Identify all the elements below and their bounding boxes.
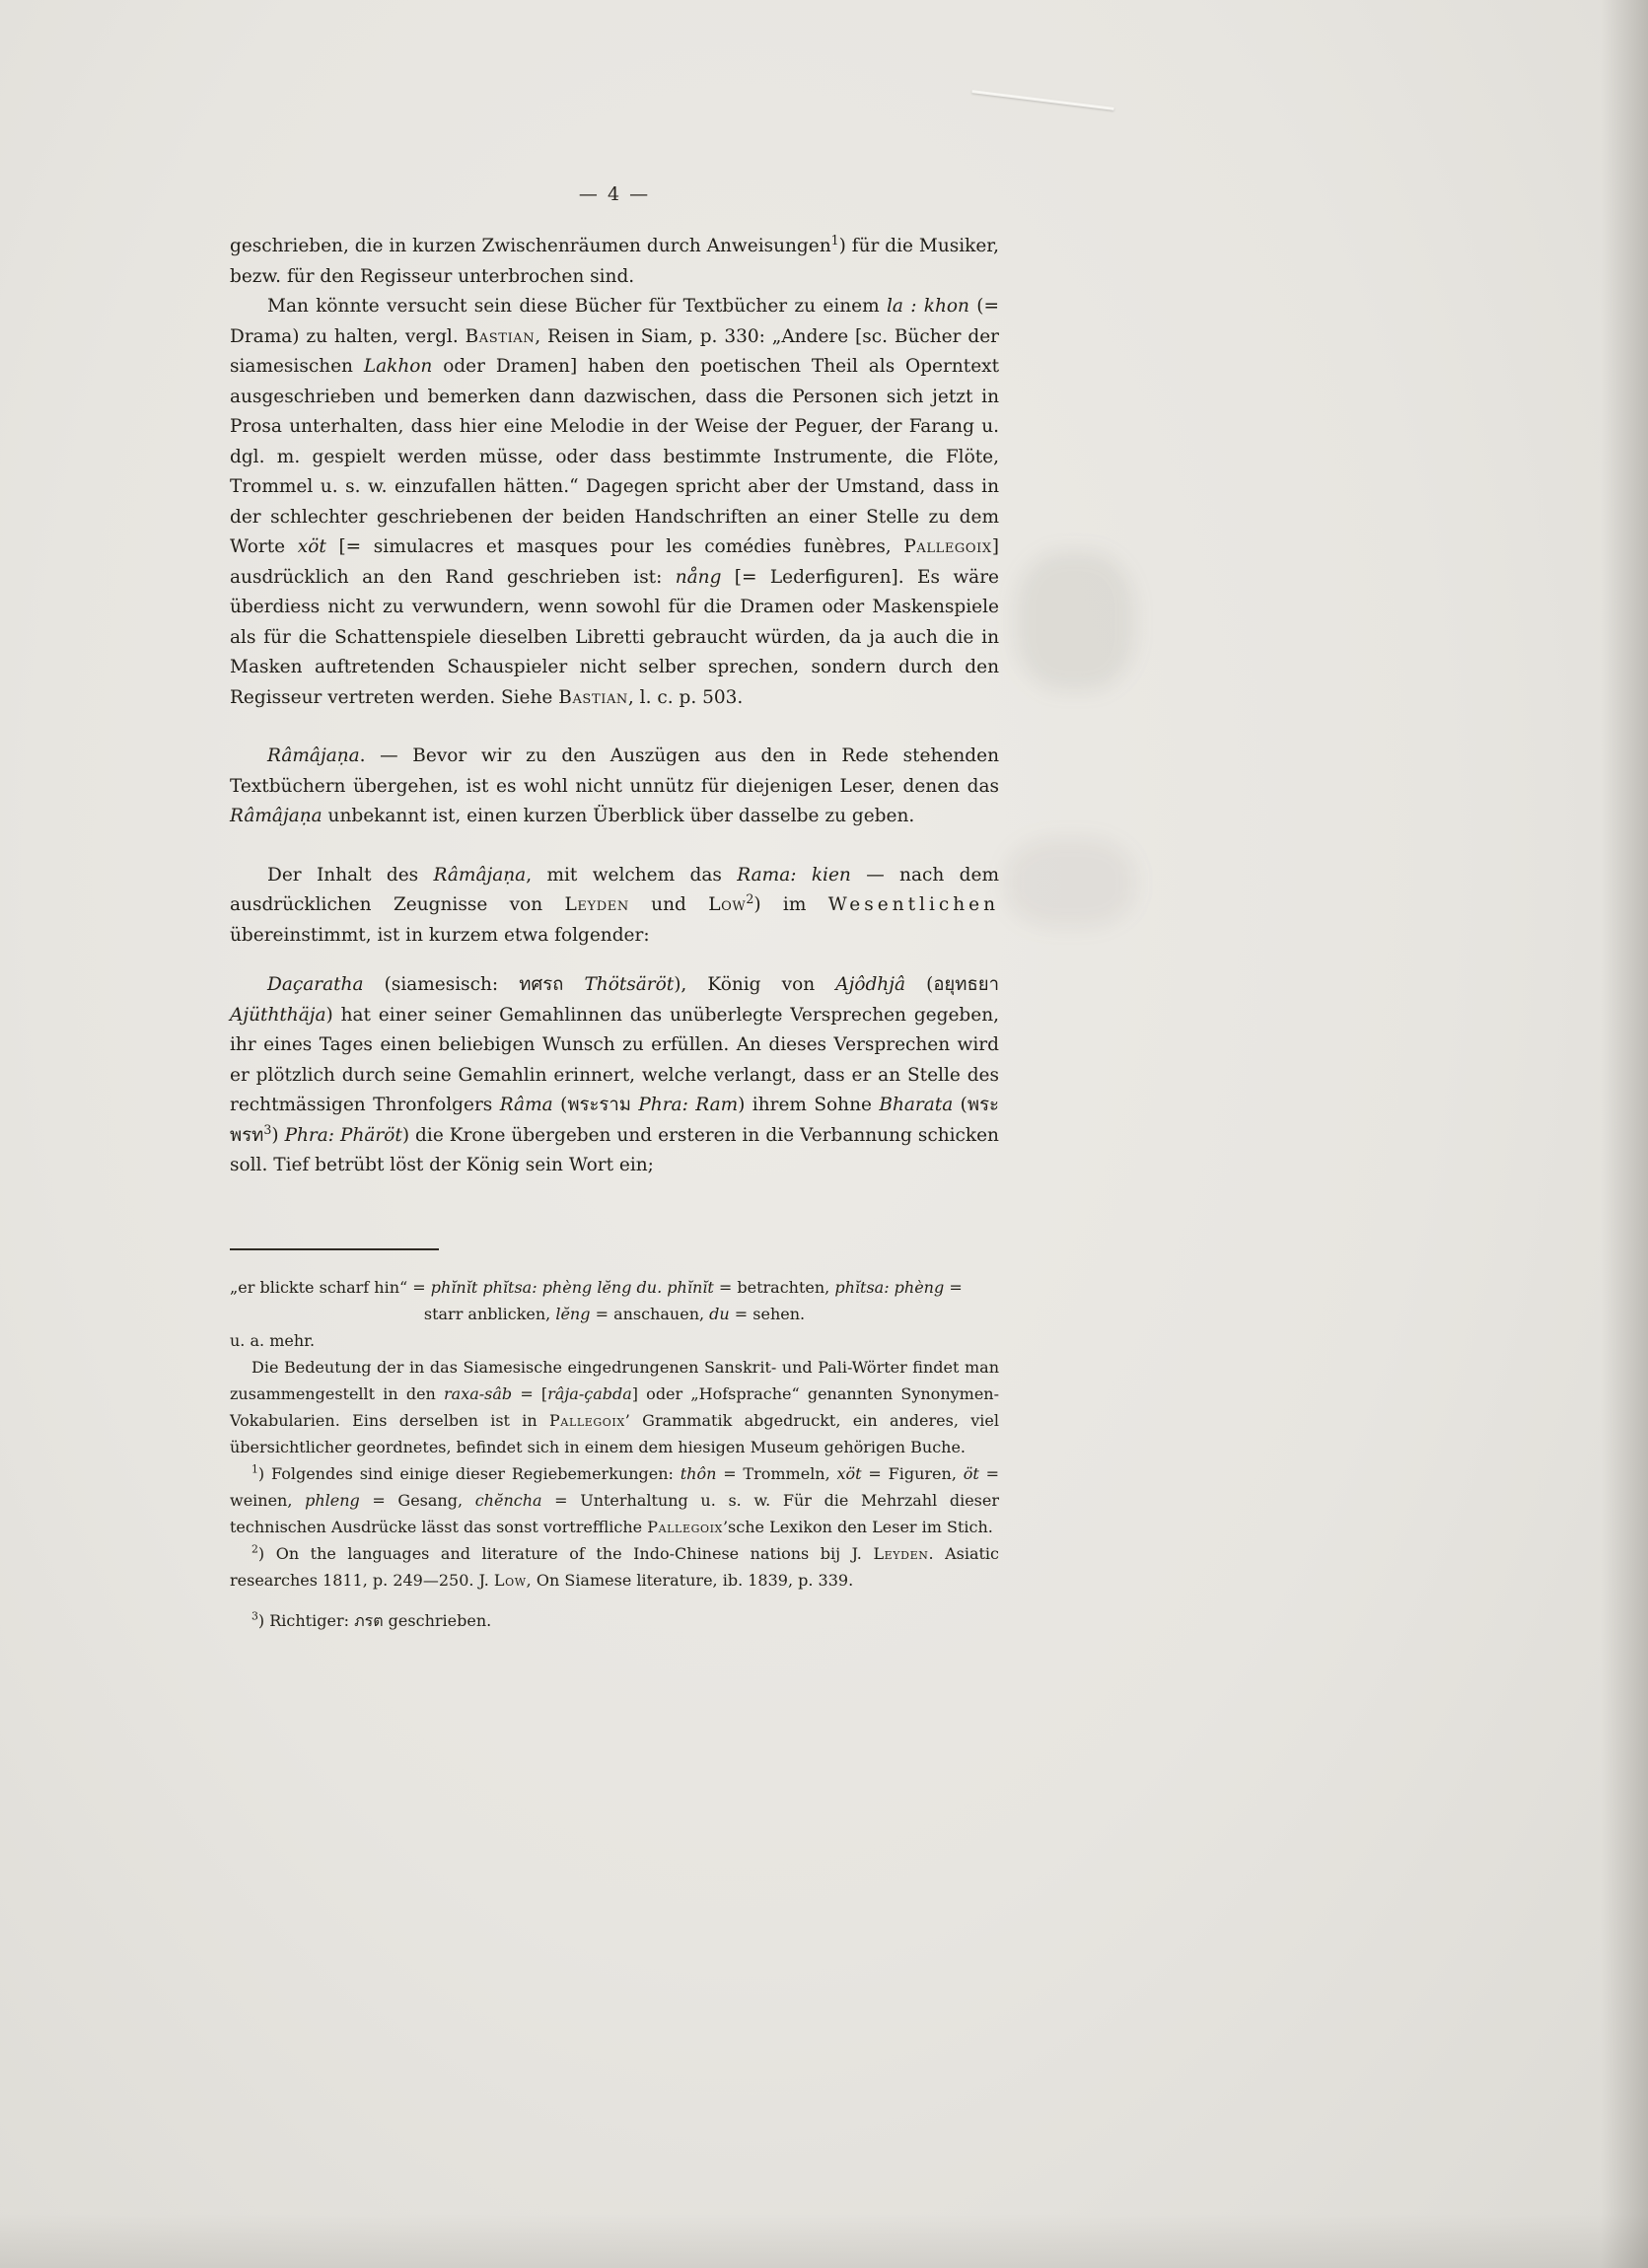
- text-run: Thötsäröt: [584, 974, 675, 995]
- text-run: , l. c. p. 503.: [627, 686, 744, 708]
- text-run: du: [709, 1304, 730, 1323]
- smallcaps-name: Bastian: [558, 686, 628, 708]
- thai-script-text: ภรต: [354, 1610, 384, 1630]
- text-run: phĭnĭt phĭtsa: phèng lĕng du.: [430, 1277, 663, 1297]
- text-run: ) Folgendes sind einige dieser Regiebemerkungen:: [257, 1463, 681, 1483]
- footnote-ref: 3: [263, 1121, 272, 1137]
- body-text: [230, 232, 999, 1181]
- text-run: oder Dramen] haben den poetischen Theil als Operntext ausgeschrieben und bemerken dann dazwischen, dass die Personen sich jetzt in Prosa unterhalten, dass hier eine Melodie in der Weise der Peguer, der Farang u. dgl. m. gespielt werden müsse, oder dass bestimmte Instrumente, die Flöte, Trommel u. s. w. einzufallen hätten.“ Dagegen spricht aber der Umstand, dass in der schlechter geschriebenen der beiden Handschriften an einer Stelle zu dem Worte: [230, 356, 1000, 557]
- text-run: öt: [963, 1463, 979, 1483]
- smallcaps-name: Pallegoix: [647, 1517, 723, 1536]
- text-run: = [: [512, 1383, 548, 1403]
- text-run: — nach dem ausdrücklichen Zeugnisse von: [230, 864, 999, 915]
- text-run: ) hat einer seiner Gemahlinnen das unüberlegte Versprechen gegeben, ihr eines Tages einen beliebigen Wunsch zu erfüllen. An dieses Versprechen wird er plötzlich durch seine Gemahlin erinnert, welche verlangt, dass er an Stelle des rechtmässigen Thronfolgers: [230, 1004, 999, 1115]
- thai-script-text: พระพรท: [230, 1095, 999, 1146]
- scan-artifact: [971, 90, 1113, 110]
- page-number: — 4 —: [578, 183, 651, 205]
- text-run: ’sche Lexikon den Leser im Stich.: [722, 1517, 993, 1536]
- text-run: Râmâjaṇa: [433, 864, 527, 886]
- text-run: ] oder „Hofsprache“ genannten Synonymen-Vokabularien. Eins derselben ist in: [230, 1383, 1000, 1430]
- text-run: = Gesang,: [359, 1490, 475, 1510]
- text-run: = Trommeln,: [716, 1463, 837, 1483]
- text-run: , On Siamese literature, ib. 1839, p. 339.: [526, 1570, 854, 1590]
- scan-artifact: [0, 2214, 1648, 2268]
- text-run: [= Lederfiguren]. Es wäre überdiess nicht zu verwundern, wenn sowohl für die Dramen oder Maskenspiele als für die Schattenspiele dieselben Libretti gebraucht würden, da ja auch die in Masken auftretenden Schauspieler nicht selber sprechen, sondern durch den Regisseur vertreten werden. Siehe: [230, 566, 999, 708]
- text-run: ] ausdrücklich an den Rand geschrieben ist:: [230, 536, 999, 588]
- text-column: [230, 183, 999, 1634]
- text-run: = Figuren,: [861, 1463, 964, 1483]
- text-run: und: [628, 894, 709, 915]
- paragraph: [230, 970, 999, 1181]
- text-run: lĕng: [555, 1304, 591, 1323]
- thai-script-text: อยุทธยา: [933, 974, 999, 995]
- text-run: Die Bedeutung der in das Siamesische eingedrungenen Sanskrit- und Pali-Wörter findet man zusammengestellt in den: [230, 1357, 999, 1403]
- text-run: Phra: Ram: [638, 1095, 739, 1115]
- smallcaps-name: Leyden: [564, 894, 629, 915]
- text-run: phleng: [305, 1490, 360, 1510]
- text-run: , Reisen in Siam, p. 330: „Andere [sc. Bücher der siamesischen: [230, 325, 999, 377]
- text-run: starr anblicken,: [423, 1304, 556, 1323]
- text-run: [= simulacres et masques pour les comédies funèbres,: [325, 536, 904, 557]
- text-run: = sehen.: [729, 1304, 806, 1323]
- footnote-ref: 1: [830, 232, 839, 248]
- text-run: Man könnte versucht sein diese Bücher für Textbücher zu einem: [267, 296, 887, 317]
- text-run: = weinen,: [230, 1463, 999, 1510]
- text-run: „er blickte scharf hin“ =: [230, 1277, 431, 1297]
- text-run: phĭtsa: phèng: [834, 1277, 945, 1297]
- footnote: [230, 1460, 999, 1540]
- text-run: Lakhon: [363, 356, 433, 377]
- text-run: chĕncha: [474, 1490, 542, 1510]
- paragraph: [230, 232, 999, 292]
- text-run: râja-çabda: [547, 1383, 632, 1403]
- footnote: [230, 1354, 999, 1460]
- text-run: Ajüththäja: [230, 1004, 326, 1026]
- text-run: Râmâjaṇa: [230, 806, 322, 826]
- text-run: ’ Grammatik abgedruckt, ein anderes, viel übersichtlicher geordnetes, befindet sich in einem dem hiesigen Museum gehörigen Buche.: [230, 1410, 999, 1456]
- thai-script-text: ทศรถ: [519, 974, 564, 995]
- text-run: Rama: kien: [737, 864, 851, 886]
- text-run: thôn: [680, 1463, 717, 1483]
- footnote: [230, 1274, 999, 1301]
- text-run: Wesentlichen: [827, 894, 999, 915]
- smallcaps-name: Leyden: [873, 1543, 929, 1563]
- text-run: Râmâjaṇa: [267, 745, 360, 766]
- footnote: [230, 1607, 999, 1634]
- text-run: = anschauen,: [590, 1304, 710, 1323]
- footnote-ref: 2: [746, 890, 754, 906]
- text-run: (: [552, 1095, 568, 1115]
- text-run: Der Inhalt des: [267, 864, 434, 886]
- smallcaps-name: Low: [708, 894, 747, 915]
- text-run: ) für die Musiker, bezw. für den Regisseur unterbrochen sind.: [230, 236, 999, 287]
- text-run: xöt: [836, 1463, 862, 1483]
- text-run: Phra: Phäröt: [284, 1124, 402, 1146]
- footnote: [230, 1327, 999, 1354]
- text-run: ) Richtiger:: [257, 1610, 355, 1630]
- text-run: Ajôdhjâ: [835, 974, 905, 995]
- footnote-ref: 3: [251, 1609, 258, 1623]
- text-run: la : khon: [886, 296, 969, 317]
- text-run: geschrieben, die in kurzen Zwischenräumen durch Anweisungen: [230, 236, 831, 256]
- text-run: = betrachten,: [713, 1277, 835, 1297]
- text-run: (: [905, 974, 934, 995]
- text-run: ) die Krone übergeben und ersteren in die Verbannung schicken soll. Tief betrübt löst der König sein Wort ein;: [230, 1124, 999, 1175]
- text-run: geschrieben.: [383, 1610, 492, 1630]
- footnote-ref: 1: [251, 1462, 258, 1476]
- text-run: = Unterhaltung u. s. w. Für die Mehrzahl dieser technischen Ausdrücke lässt das sonst vortreffliche: [230, 1490, 1000, 1536]
- scan-artifact: [1601, 0, 1648, 2268]
- text-run: unbekannt ist, einen kurzen Überblick über dasselbe zu geben.: [322, 806, 915, 826]
- text-run: ), König von: [674, 974, 836, 995]
- text-run: u. a. mehr.: [230, 1330, 316, 1350]
- text-run: ) ihrem Sohne: [738, 1095, 880, 1115]
- text-run: (siamesisch:: [363, 974, 520, 995]
- text-run: =: [944, 1277, 963, 1297]
- text-run: xöt: [297, 536, 326, 557]
- footnote: [230, 1301, 999, 1327]
- text-run: [563, 974, 584, 995]
- thai-script-text: พระราม: [567, 1095, 631, 1115]
- text-run: Daçaratha: [267, 974, 364, 995]
- footnotes: [230, 1274, 999, 1634]
- text-run: raxa-sâb: [444, 1383, 513, 1403]
- smallcaps-name: Pallegoix: [549, 1410, 625, 1430]
- footnote-ref: 2: [251, 1542, 258, 1556]
- text-run: . — Bevor wir zu den Auszügen aus den in Rede stehenden Textbüchern übergehen, ist es wohl nicht unnütz für diejenigen Leser, denen das: [230, 745, 999, 797]
- text-run: ) im: [753, 894, 828, 915]
- smallcaps-name: Bastian: [465, 325, 536, 347]
- smallcaps-name: Low: [493, 1570, 527, 1590]
- text-run: übereinstimmt, ist in kurzem etwa folgender:: [230, 924, 650, 946]
- text-run: . Asiatic researches 1811, p. 249—250. J.: [230, 1543, 999, 1590]
- text-run: ): [271, 1124, 285, 1146]
- scan-artifact: [1006, 838, 1134, 927]
- text-run: ) On the languages and literature of the Indo-Chinese nations bij J.: [257, 1543, 874, 1563]
- paragraph: [230, 742, 999, 832]
- paragraph: [230, 292, 999, 713]
- text-run: phĭnĭt: [667, 1277, 714, 1297]
- text-run: (= Drama) zu halten, vergl.: [230, 296, 999, 347]
- smallcaps-name: Pallegoix: [903, 536, 992, 557]
- text-run: (: [953, 1095, 967, 1115]
- footnote-separator: [230, 1248, 439, 1250]
- text-run: Bharata: [879, 1095, 954, 1115]
- footnote: [230, 1540, 999, 1594]
- paragraph: [230, 861, 999, 952]
- text-run: nång: [675, 566, 722, 588]
- text-run: , mit welchem das: [526, 864, 738, 886]
- text-run: Râma: [499, 1095, 553, 1115]
- scan-artifact: [1016, 552, 1134, 690]
